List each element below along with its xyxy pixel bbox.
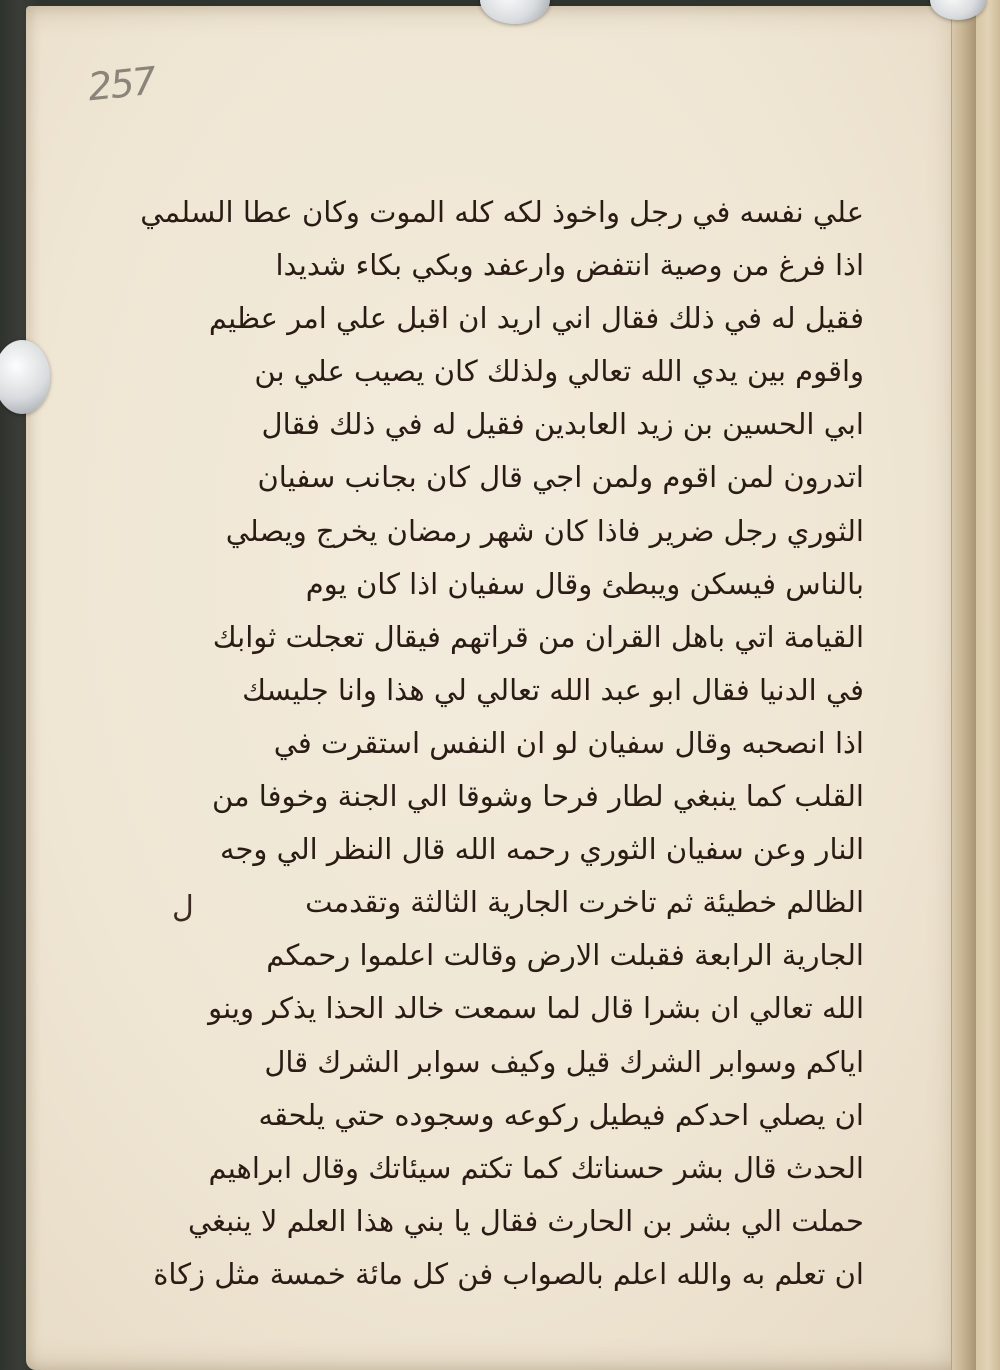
- text-line: القلب كما ينبغي لطار فرحا وشوقا الي الجنة وخوفا من: [211, 779, 864, 814]
- text-line: الله تعالي ان بشرا قال لما سمعت خالد الحذا يذكر وينو: [208, 991, 864, 1026]
- text-line: اياكم وسوابر الشرك قيل وكيف سوابر الشرك قال: [264, 1044, 864, 1079]
- text-line: الثوري رجل ضرير فاذا كان شهر رمضان يخرج ويصلي: [225, 513, 864, 548]
- margin-note: ل: [172, 890, 194, 925]
- text-line: علي نفسه في رجل واخوذ لكه كله الموت وكان عطا السلمي: [140, 195, 864, 229]
- text-line: ان يصلي احدكم فيطيل ركوعه وسجوده حتي يلحقه: [258, 1097, 864, 1132]
- text-line: بالناس فيسكن ويبطئ وقال سفيان اذا كان يوم: [305, 566, 864, 601]
- text-line: ابي الحسين بن زيد العابدين فقيل له في ذلك فقال: [261, 407, 864, 442]
- text-line: ان تعلم به والله اعلم بالصواب فن كل مائة خمسة مثل زكاة: [153, 1256, 864, 1291]
- text-line: الجارية الرابعة فقبلت الارض وقالت اعلموا رحمكم: [266, 938, 864, 973]
- manuscript-text-block: [140, 186, 864, 1301]
- text-line: الحدث قال بشر حسناتك كما تكتم سيئاتك وقال ابراهيم: [208, 1150, 864, 1185]
- text-line: حملت الي بشر بن الحارث فقال يا بني هذا العلم لا ينبغي: [187, 1203, 864, 1238]
- text-line: اذا فرغ من وصية انتفض وارعفد وبكي بكاء شديدا: [275, 248, 864, 283]
- text-line: في الدنيا فقال ابو عبد الله تعالي لي هذا وانا جليسك: [242, 672, 864, 707]
- text-line: اتدرون لمن اقوم ولمن اجي قال كان بجانب سفيان: [257, 460, 864, 495]
- text-line: القيامة اتي باهل القران من قراتهم فيقال تعجلت ثوابك: [212, 619, 864, 654]
- text-line: اذا انصحبه وقال سفيان لو ان النفس استقرت في: [273, 725, 864, 760]
- facing-page-edge: [976, 0, 1000, 1370]
- text-line: النار وعن سفيان الثوري رحمه الله قال النظر الي وجه: [219, 832, 864, 867]
- folio-number: 257: [85, 58, 157, 110]
- page-gutter: [951, 6, 976, 1370]
- text-line: الظالم خطيئة ثم تاخرت الجارية الثالثة وتقدمت: [305, 885, 864, 920]
- text-line: فقيل له في ذلك فقال اني اريد ان اقبل علي امر عظيم: [208, 301, 864, 336]
- text-line: واقوم بين يدي الله تعالي ولذلك كان يصيب علي بن: [254, 354, 864, 389]
